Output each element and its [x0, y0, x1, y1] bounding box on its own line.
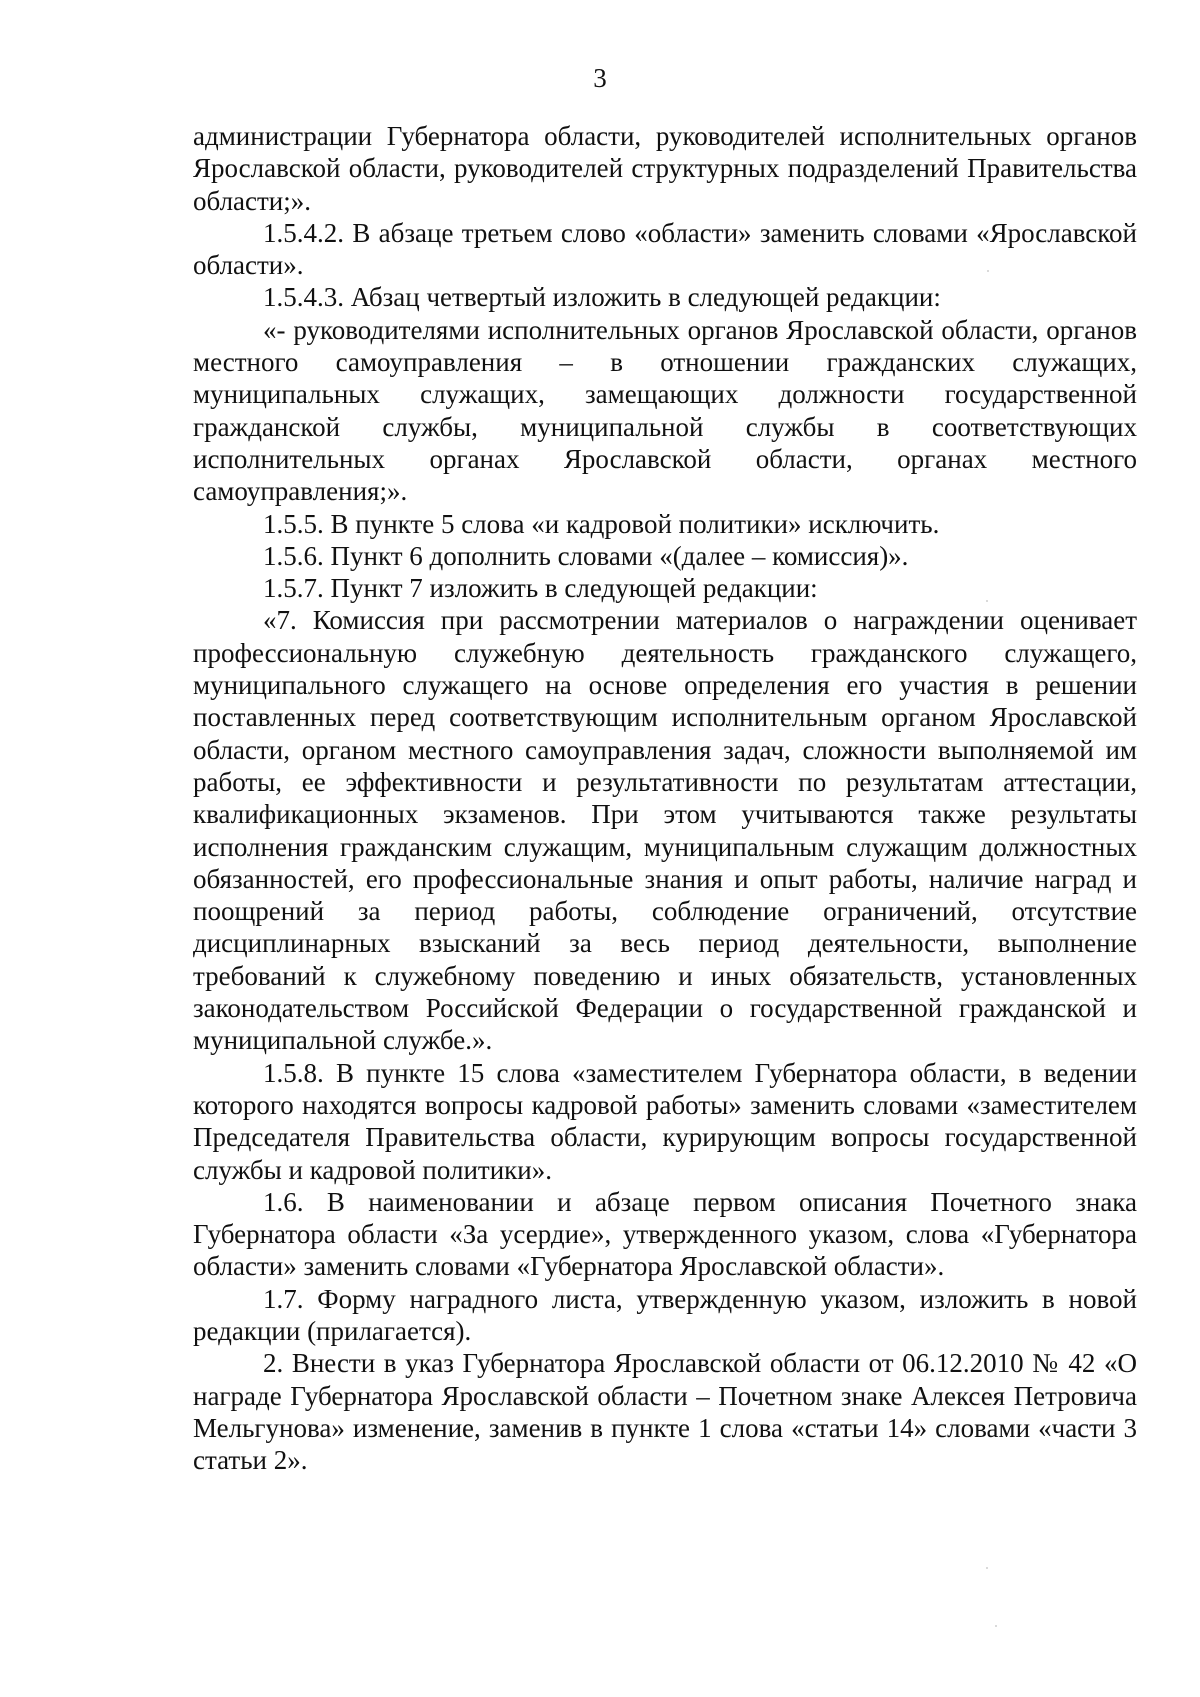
- scan-speck: [987, 270, 989, 272]
- paragraph-1-5-7: 1.5.7. Пункт 7 изложить в следующей редакции:: [263, 573, 818, 604]
- paragraph-1-5-6: 1.5.6. Пункт 6 дополнить словами «(далее – комиссия)».: [263, 540, 909, 571]
- paragraph-continuation: администрации Губернатора области, руководителей исполнительных органов Ярославской области, руководителей структурных подразделений Правительства области;».: [193, 121, 1137, 216]
- paragraph-1-5-5: 1.5.5. В пункте 5 слова «и кадровой политики» исключить.: [263, 508, 940, 539]
- paragraph-1-6: 1.6. В наименовании и абзаце первом описания Почетного знака Губернатора области «За усердие», утвержденного указом, слова «Губернатора области» заменить словами «Губернатора Ярославской области».: [193, 1186, 1137, 1282]
- paragraph-1-5-8: 1.5.8. В пункте 15 слова «заместителем Губернатора области, в ведении которого находятся вопросы кадровой работы» заменить словами «заместителем Председателя Правительства области, курирующим вопросы государственной службы и кадровой политики».: [193, 1057, 1137, 1185]
- paragraph-quoted-point-7: «7. Комиссия при рассмотрении материалов о награждении оценивает профессиональную служебную деятельность гражданского служащего, муниципального служащего на основе определения его участия в решении поставленных перед соответствующим исполнительным органом Ярославской области, органом местного самоуправления задач, сложности выполняемой им работы, ее эффективности и результативности по результатам аттестации, квалификационных экзаменов. При этом учитываются также результаты исполнения гражданским служащим, муниципальным служащим должностных обязанностей, его профессиональные знания и опыт работы, наличие наград и поощрений за период работы, соблюдение ограничений, отсутствие дисциплинарных взысканий за весь период деятельности, выполнение требований к служебному поведению и иных обязательств, установленных законодательством Российской Федерации о государственной гражданской и муниципальной службе.».: [193, 605, 1137, 1056]
- paragraph-1-7: 1.7. Форму наградного листа, утвержденную указом, изложить в новой редакции (прилагается).: [193, 1283, 1137, 1346]
- paragraph-quoted-abzac: «- руководителями исполнительных органов Ярославской области, органов местного самоуправления – в отношении гражданских служащих, муниципальных служащих, замещающих должности государственной гражданской службы, муниципальной службы в соответствующих исполнительных органах Ярославской области, органах местного самоуправления;».: [193, 314, 1137, 507]
- scan-speck: [986, 600, 988, 602]
- page-number: 3: [593, 63, 607, 93]
- paragraph-2: 2. Внести в указ Губернатора Ярославской области от 06.12.2010 № 42 «О награде Губернатора Ярославской области – Почетном знаке Алексея Петровича Мельгунова» изменение, заменив в пункте 1 слова «статьи 14» словами «части 3 статьи 2».: [193, 1348, 1137, 1476]
- scan-speck: [986, 1567, 988, 1569]
- paragraph-1-5-4-3: 1.5.4.3. Абзац четвертый изложить в следующей редакции:: [263, 282, 941, 313]
- scan-speck: [995, 1625, 997, 1627]
- paragraph-1-5-4-2: 1.5.4.2. В абзаце третьем слово «области» заменить словами «Ярославской области».: [193, 217, 1137, 281]
- document-body: [193, 120, 1137, 1476]
